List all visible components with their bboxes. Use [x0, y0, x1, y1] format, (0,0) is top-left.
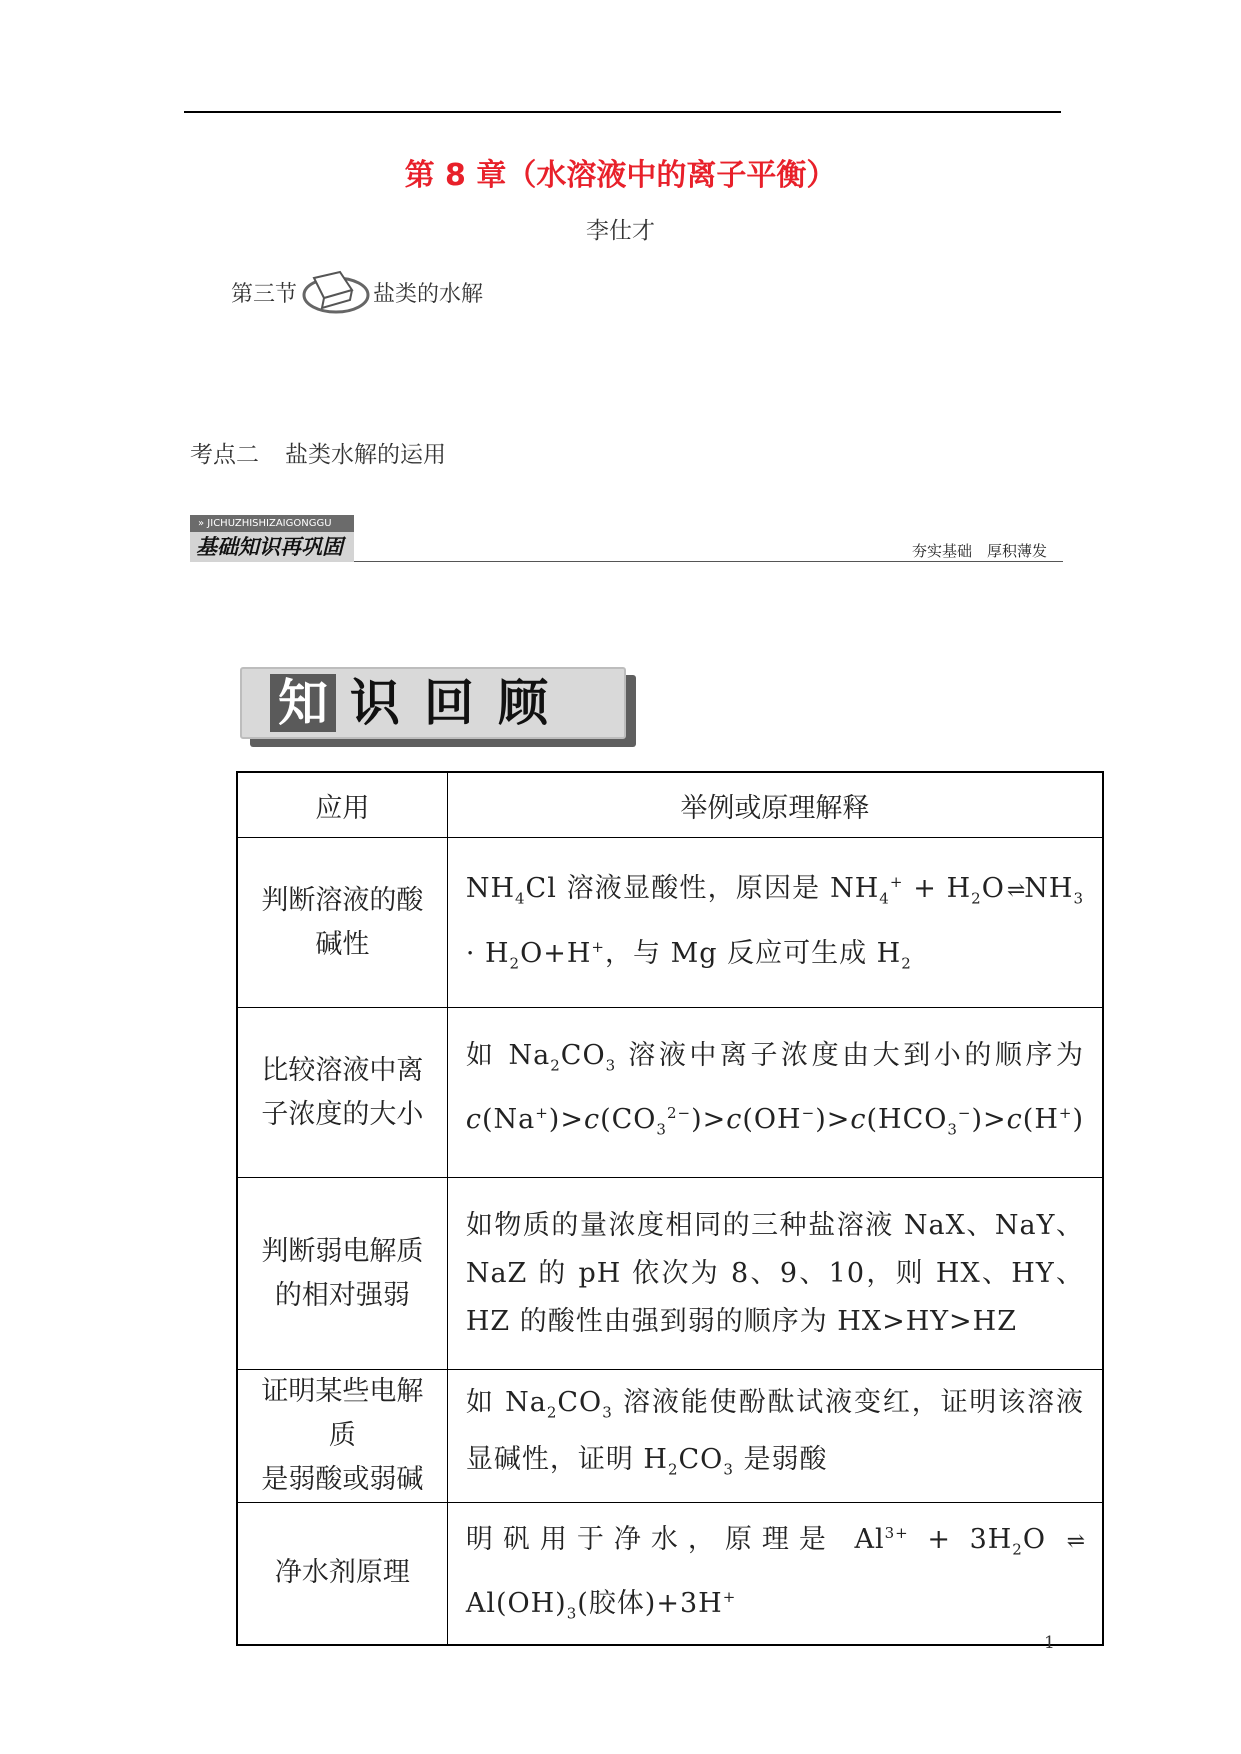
table-row: [237, 1503, 1103, 1645]
application-table: [236, 771, 1104, 1646]
banner-slogan: 夯实基础 厚积薄发: [911, 542, 1047, 560]
row-explanation: $NH_4Cl$ 溶液显酸性，原因是 $NH_4^+$ + $H_2O\rightleftharpoons NH_3 \cdot H_2O+H^+$，与 Mg 反应可生成 $H_2$: [447, 838, 1103, 1008]
equilibrium-arrow-icon: ⇌: [1066, 1529, 1083, 1554]
row-application: 判断溶液的酸碱性: [237, 838, 447, 1008]
banner-title: 基础知识再巩固: [190, 532, 354, 562]
table-row: [237, 1370, 1103, 1503]
topic-title: 盐类水解的运用: [285, 442, 446, 468]
table-row: [237, 1008, 1103, 1178]
header-explanation: 举例或原理解释: [447, 772, 1103, 838]
equilibrium-arrow-icon: ⇌: [1006, 878, 1023, 904]
banner-pinyin: » JICHUZHISHIZAIGONGGU: [190, 515, 354, 532]
page-number: 1: [1044, 1633, 1055, 1653]
section-prefix: 第三节: [231, 281, 298, 307]
header-application: 应用: [237, 772, 447, 838]
topic-heading: [190, 436, 472, 469]
top-rule: [184, 111, 1061, 113]
row-application: 比较溶液中离 子浓度的大小: [237, 1008, 447, 1178]
table-header-row: [237, 772, 1103, 838]
row-application: 证明某些电解质 是弱酸或弱碱: [237, 1370, 447, 1503]
banner-rule: [354, 561, 1063, 562]
row-explanation: 明矾用于净水，原理是 $Al^{3+} + 3H_2O$ $\rightleftharpoons Al(OH)_3$(胶体)+3H+: [447, 1503, 1103, 1645]
row-application: 净水剂原理: [237, 1503, 447, 1645]
section-name: 盐类的水解: [373, 281, 484, 307]
section-banner: [190, 515, 1063, 571]
row-explanation: 如 $Na_2CO_3$ 溶液能使酚酞试液变红，证明该溶液显碱性，证明 $H_2CO_3$ 是弱酸: [447, 1370, 1103, 1503]
author: 李仕才: [586, 218, 655, 244]
title-rest: 识回顾: [350, 674, 572, 732]
row-explanation: 如 $Na_2CO_3$ 溶液中离子浓度由大到小的顺序为 $c(Na^+)>c(CO_3^{2-})>c(OH^-)>c(HCO_3^-)>c(H^+)$: [447, 1008, 1103, 1178]
table-row: [237, 838, 1103, 1008]
chapter-title: 第 8 章（水溶液中的离子平衡）: [404, 158, 837, 193]
knowledge-review-title: [240, 667, 636, 747]
table-row: [237, 1178, 1103, 1370]
row-explanation: 如物质的量浓度相同的三种盐溶液 NaX、NaY、NaZ 的 pH 依次为 8、9、10，则 HX、HY、HZ 的酸性由强到弱的顺序为 HX>HY>HZ: [447, 1178, 1103, 1370]
title-first-char: 知: [270, 674, 336, 732]
topic-label: 考点二: [190, 442, 259, 468]
row-application: 判断弱电解质 的相对强弱: [237, 1178, 447, 1370]
section-heading: [231, 268, 483, 316]
book-badge-icon: [300, 268, 370, 316]
